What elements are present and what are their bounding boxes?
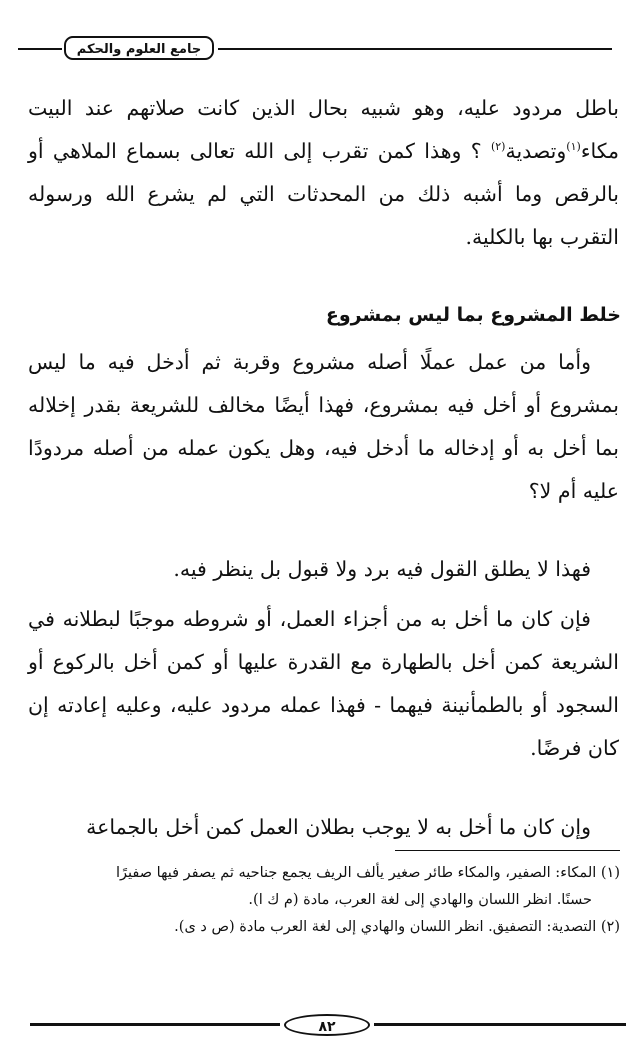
footnote-2: (٢) التصدية: التصفيق. انظر اللسان والهادي إلى لغة العرب مادة (ص د ى).	[174, 919, 620, 935]
footnote-ref-2: (٢)	[490, 140, 506, 154]
footnote-1: (١) المكاء: الصفير، والمكاء طائر صغير يألف الريف يجمع جناحيه ثم يصفر فيها صفيرًا	[116, 865, 620, 881]
header-rule-left	[18, 48, 62, 50]
paragraph-3: فهذا لا يطلق القول فيه برد ولا قبول بل ينظر فيه.	[173, 557, 591, 581]
section-heading: خلط المشروع بما ليس بمشروع	[325, 304, 621, 326]
page-number: ٨٢	[284, 1014, 370, 1036]
running-title: جامع العلوم والحكم	[64, 36, 214, 60]
paragraph-2: وأما من عمل عملًا أصله مشروع وقربة ثم أدخل فيه ما ليس بمشروع أو أخل فيه بمشروع، فهذا أيضًا مخالف للشريعة بقدر إخلاله بما أخل به أو إدخاله ما أدخل فيه، وهل يكون عمله من أصله مردودًا عليه أم لا؟	[28, 350, 619, 503]
paragraph-1-text-c: ؟ وهذا كمن تقرب إلى الله تعالى بسماع الملاهي أو بالرقص وما أشبه ذلك من المحدثات التي لم يشرع الله ورسوله التقرب بها بالكلية.	[28, 139, 619, 249]
page-footer	[30, 1014, 626, 1040]
running-header	[18, 36, 616, 62]
header-rule-right	[218, 48, 612, 50]
paragraph-1-text-a: باطل مردود عليه، وهو شبيه بحال الذين كانت صلاتهم عند البيت مكاء	[28, 96, 619, 163]
footer-rule-left	[30, 1023, 280, 1026]
paragraph-1-text-b: وتصدية	[505, 139, 567, 163]
footnotes	[30, 860, 620, 941]
footer-rule-right	[374, 1023, 626, 1026]
footnote-ref-1: (١)	[566, 140, 581, 154]
footnote-1-continuation: حسنًا. انظر اللسان والهادي إلى لغة العرب، مادة (م ك ا).	[248, 892, 592, 908]
paragraph-1	[28, 87, 619, 259]
footnote-separator	[395, 850, 620, 851]
paragraph-4: فإن كان ما أخل به من أجزاء العمل، أو شروطه موجبًا لبطلانه في الشريعة كمن أخل بالطهارة مع القدرة عليها أو كمن أخل بالركوع أو السجود أو بالطمأنينة فيهما - فهذا عمله مردود عليه، وعليه إعادته إن كان فرضًا.	[28, 607, 619, 760]
paragraph-5: وإن كان ما أخل به لا يوجب بطلان العمل كمن أخل بالجماعة	[86, 815, 591, 839]
